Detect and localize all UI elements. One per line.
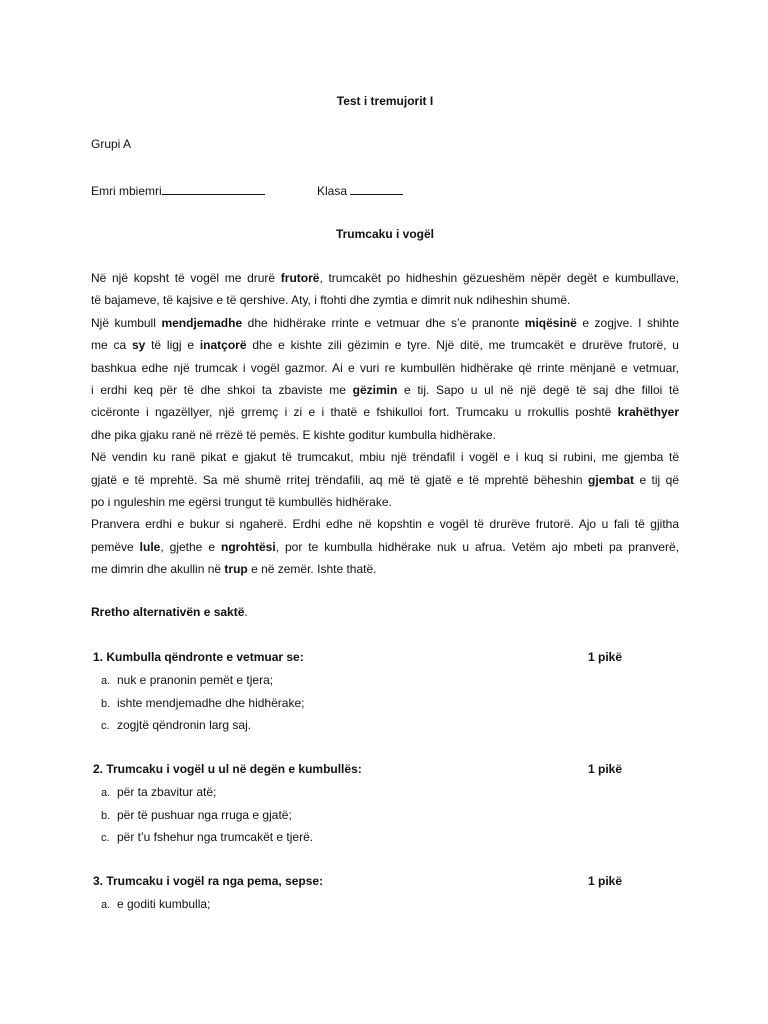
story-text-segment: Një kumbull — [91, 315, 162, 330]
story-text-segment: Në një kopsht të vogël me drurë — [91, 271, 281, 285]
story-line — [91, 334, 679, 356]
answer-option[interactable] — [101, 830, 313, 844]
option-letter: b. — [101, 697, 111, 710]
story-text-segment: , por te kumbulla hidhërake nuk u afrua. Vetëm ajo mbeti pa pranverë, — [275, 539, 679, 554]
story-keyword: frutorë — [280, 271, 320, 285]
story-text-segment: i erdhi keq për të dhe shkoi ta zbaviste me — [91, 383, 353, 398]
story-text-segment: dhe pika gjaku ranë në rrëzë të pemës. E kishte goditur kumbulla hidhërake. — [91, 427, 496, 442]
story-keyword: ngrohtësi — [221, 539, 276, 554]
story-text-segment: dhe hidhërake rrinte e vetmuar dhe s’e pranonte — [242, 315, 525, 330]
story-text-segment: të bajameve, të kajsive e të qershive. Aty, i ftohti dhe zymtia e dimrit nuk ndiheshin shumë. — [91, 293, 571, 308]
name-blank-line — [162, 183, 265, 195]
story-text-segment: e tij. Sapo u ul në një degë të saj dhe filloi të — [397, 383, 679, 398]
story-line — [91, 536, 679, 558]
story-text-segment: , trumcakët po hidheshin gëzueshëm nëpër degët e kumbullave, — [319, 271, 680, 285]
story-text-segment: e zogjve. I shihte — [576, 315, 680, 330]
story-line — [91, 289, 679, 311]
name-field — [91, 183, 265, 198]
story-text-segment: dhe e kishte zili gëzimin e tyre. Një ditë, me trumcakët e drurëve frutorë, u — [246, 338, 679, 353]
question-points: 1 pikë — [588, 650, 623, 664]
test-title: Test i tremujorit I — [336, 94, 434, 108]
story-keyword: gëzimin — [352, 383, 398, 398]
story-keyword: miqësinë — [524, 315, 577, 330]
option-letter: c. — [101, 720, 110, 732]
option-letter: a. — [101, 899, 111, 911]
story-line — [91, 401, 679, 423]
story-keyword: inatçorë — [199, 338, 247, 353]
story-keyword: gjembat — [588, 472, 635, 487]
class-label: Klasa — [317, 184, 351, 198]
option-letter: a. — [101, 787, 111, 799]
story-line — [91, 469, 679, 491]
option-text: për të pushuar nga rruga e gjatë; — [117, 807, 292, 822]
class-blank-line — [350, 183, 403, 195]
option-text: e goditi kumbulla; — [117, 897, 211, 911]
instruction-text: Rretho alternativën e saktë — [91, 605, 245, 619]
story-text-segment: , gjethe e — [160, 539, 221, 554]
story-text-segment: e tij që — [634, 472, 679, 487]
story-line — [91, 357, 679, 379]
story-line — [91, 446, 679, 468]
story-text-segment: të ligj e — [145, 338, 200, 353]
story-text-segment: cicëronte i ngazëllyer, një grremç i zi e i thatë e fshikulloi fort. Trumcaku u rrokullis poshtë — [91, 405, 618, 420]
story-line — [91, 491, 679, 513]
answer-option[interactable] — [101, 718, 251, 732]
story-line — [91, 513, 679, 535]
story-text-segment: me ca — [91, 338, 132, 353]
question-points: 1 pikë — [588, 874, 623, 888]
instruction-period: . — [244, 605, 248, 619]
option-letter: a. — [101, 675, 111, 687]
story-text — [91, 267, 679, 581]
question-title: 2. Trumcaku i vogël u ul në degën e kumbullës: — [93, 762, 362, 776]
story-text-segment: po i nguleshin me egërsi trungut të kumbullës hidhërake. — [91, 495, 392, 510]
option-text: për ta zbavitur atë; — [117, 785, 217, 799]
story-text-segment: e në zemër. Ishte thatë. — [247, 562, 377, 577]
answer-option[interactable] — [101, 897, 210, 911]
story-text-segment: bashkua edhe një trumcak i vogël gazmor. Ai e vuri re kumbullën hidhërake që rrinte mënjanë e vetmuar, — [91, 360, 679, 375]
question-title: 1. Kumbulla qëndronte e vetmuar se: — [93, 650, 304, 664]
story-line — [91, 312, 679, 334]
story-keyword: trup — [224, 562, 248, 577]
story-text-segment: pemëve — [91, 539, 140, 554]
story-line — [91, 267, 679, 289]
option-text: zogjtë qëndronin larg saj. — [117, 718, 252, 732]
story-text-segment: me dimrin dhe akullin në — [91, 562, 225, 577]
answer-option[interactable] — [101, 673, 273, 687]
option-text: ishte mendjemadhe dhe hidhërake; — [117, 695, 305, 710]
instruction — [91, 605, 248, 619]
story-title: Trumcaku i vogël — [335, 227, 435, 241]
answer-option[interactable] — [101, 808, 292, 822]
story-text-segment: Në vendin ku ranë pikat e gjakut të trumcakut, mbiu një trëndafil i vogël e i kuq si rubini, me gjemba të — [91, 450, 679, 465]
story-text-segment: Pranvera erdhi e bukur si ngaherë. Erdhi edhe në kopshtin e vogël të drurëve frutorë. Ajo u fali të gjitha — [91, 517, 679, 532]
story-keyword: krahëthyer — [617, 405, 679, 420]
story-line — [91, 424, 679, 446]
option-text: për t’u fshehur nga trumcakët e tjerë. — [117, 830, 314, 844]
answer-option[interactable] — [101, 696, 304, 710]
story-keyword: lule — [139, 539, 161, 554]
story-line — [91, 379, 679, 401]
option-text: nuk e pranonin pemët e tjera; — [117, 673, 274, 687]
question-points: 1 pikë — [588, 762, 623, 776]
question-title: 3. Trumcaku i vogël ra nga pema, sepse: — [93, 874, 324, 888]
story-text-segment: gjatë e të mprehtë. Sa më shumë rritej trëndafili, aq më të gjatë e të mprehtë bëheshin — [91, 472, 589, 487]
story-line — [91, 558, 679, 580]
option-letter: b. — [101, 809, 111, 822]
option-letter: c. — [101, 832, 110, 844]
answer-option[interactable] — [101, 785, 216, 799]
story-keyword: mendjemadhe — [161, 315, 243, 330]
name-label: Emri mbiemri — [91, 184, 162, 198]
class-field — [317, 183, 403, 198]
story-keyword: sy — [131, 338, 146, 353]
group-label: Grupi A — [91, 137, 132, 151]
